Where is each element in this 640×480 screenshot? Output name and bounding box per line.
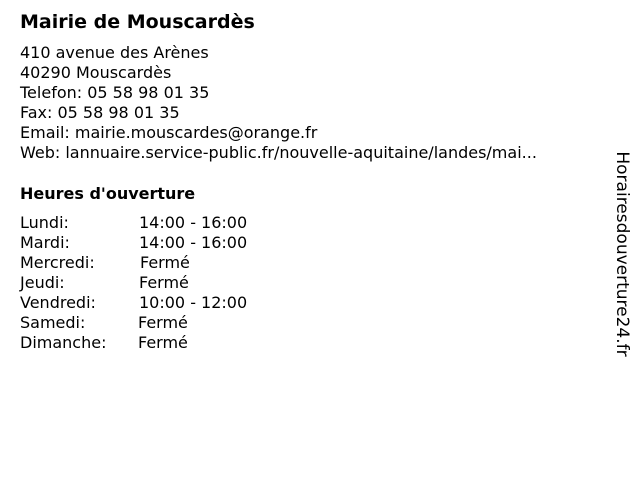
time-value: Fermé	[138, 333, 188, 352]
day-label: Jeudi:	[20, 273, 65, 292]
address-city: 40290 Mouscardès	[20, 63, 172, 82]
hours-heading: Heures d'ouverture	[20, 184, 196, 203]
day-label: Mardi:	[20, 233, 70, 252]
hours-row-tuesday	[20, 233, 320, 253]
time-value: Fermé	[139, 273, 189, 292]
time-value: Fermé	[138, 313, 188, 332]
fax-number: Fax: 05 58 98 01 35	[20, 103, 180, 122]
time-value: 14:00 - 16:00	[139, 213, 248, 232]
time-value: 10:00 - 12:00	[139, 293, 248, 312]
time-value: 14:00 - 16:00	[139, 233, 248, 252]
page-title: Mairie de Mouscardès	[20, 11, 255, 33]
site-watermark: Horairesdouverture24.fr	[612, 151, 632, 357]
day-label: Vendredi:	[20, 293, 96, 312]
address-street: 410 avenue des Arènes	[20, 43, 209, 62]
time-value: Fermé	[140, 253, 190, 272]
hours-row-wednesday	[20, 253, 320, 273]
hours-row-sunday	[20, 333, 320, 353]
day-label: Dimanche:	[20, 333, 107, 352]
hours-row-thursday	[20, 273, 320, 293]
hours-row-saturday	[20, 313, 320, 333]
phone-number: Telefon: 05 58 98 01 35	[20, 83, 210, 102]
hours-row-friday	[20, 293, 320, 313]
day-label: Samedi:	[20, 313, 86, 332]
email-address: Email: mairie.mouscardes@orange.fr	[20, 123, 318, 142]
opening-hours-list	[20, 213, 320, 353]
contact-block	[20, 43, 537, 163]
day-label: Lundi:	[20, 213, 69, 232]
hours-row-monday	[20, 213, 320, 233]
day-label: Mercredi:	[20, 253, 95, 272]
website-url: Web: lannuaire.service-public.fr/nouvelle-aquitaine/landes/mai...	[20, 143, 537, 162]
